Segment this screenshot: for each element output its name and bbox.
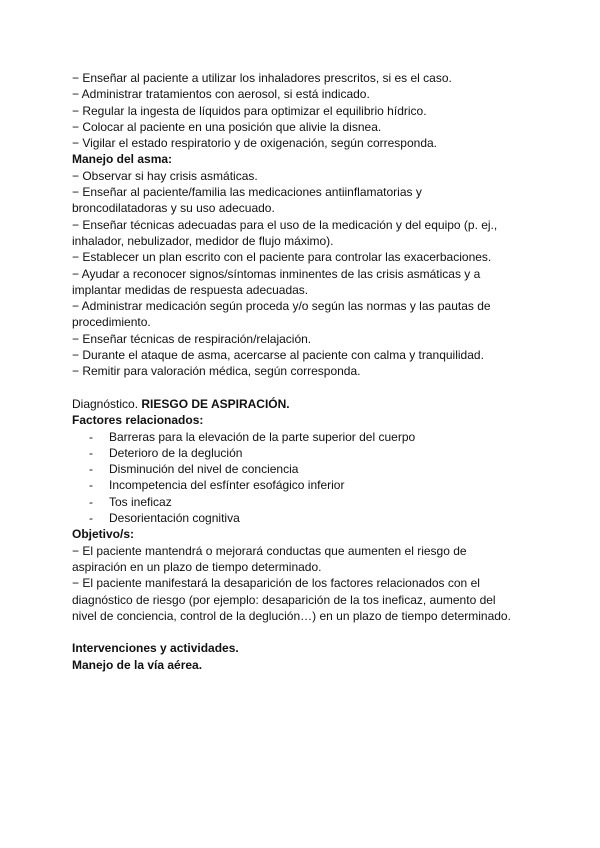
diagnosis-title: RIESGO DE ASPIRACIÓN. bbox=[141, 396, 290, 411]
factor-text: Disminución del nivel de conciencia bbox=[109, 462, 299, 477]
list-item: − Vigilar el estado respiratorio y de oxigenación, según corresponda. bbox=[72, 136, 438, 151]
list-item: − El paciente manifestará la desaparición de los factores relacionados con el diagnóstico de riesgo (por ejemplo: desaparición de la tos ineficaz, aumento del nivel de conciencia, control de la deglución…) en un plazo de tiempo determinado. bbox=[72, 576, 511, 623]
bullet-dash: - bbox=[89, 511, 93, 526]
factor-text: Deterioro de la deglución bbox=[109, 445, 243, 460]
list-item bbox=[72, 429, 512, 445]
objectives-heading: Objetivo/s: bbox=[72, 527, 135, 542]
factor-text: Barreras para la elevación de la parte superior del cuerpo bbox=[109, 429, 416, 444]
list-item: − Durante el ataque de asma, acercarse al paciente con calma y tranquilidad. bbox=[72, 348, 484, 363]
interventions-heading: Intervenciones y actividades. bbox=[72, 641, 239, 656]
list-item: − Enseñar técnicas de respiración/relajación. bbox=[72, 331, 312, 346]
list-item bbox=[72, 494, 512, 510]
airway-management-heading: Manejo de la vía aérea. bbox=[72, 657, 203, 672]
list-item: − Observar si hay crisis asmáticas. bbox=[72, 168, 258, 183]
list-item: − Enseñar al paciente/familia las medicaciones antiinflamatorias y broncodilatadoras y su uso adecuado. bbox=[72, 185, 422, 216]
factors-list bbox=[72, 429, 512, 527]
list-item: − Establecer un plan escrito con el paciente para controlar las exacerbaciones. bbox=[72, 250, 492, 265]
bullet-dash: - bbox=[89, 494, 93, 509]
objectives-list bbox=[72, 543, 512, 624]
list-item bbox=[72, 477, 512, 493]
list-item: − El paciente mantendrá o mejorará conductas que aumenten el riesgo de aspiración en un plazo de tiempo determinado. bbox=[72, 543, 467, 574]
list-item: − Administrar tratamientos con aerosol, si está indicado. bbox=[72, 87, 370, 102]
diagnosis-prefix: Diagnóstico. bbox=[72, 396, 142, 411]
asthma-list bbox=[72, 168, 512, 380]
document-body bbox=[72, 70, 512, 673]
list-item bbox=[72, 445, 512, 461]
list-item bbox=[72, 510, 512, 526]
list-item: − Enseñar técnicas adecuadas para el uso de la medicación y del equipo (p. ej., inhalador, nebulizador, medidor de flujo máximo). bbox=[72, 217, 498, 248]
respiratory-interventions-list bbox=[72, 70, 512, 151]
list-item: − Ayudar a reconocer signos/síntomas inminentes de las crisis asmáticas y a implantar medidas de respuesta adecuadas. bbox=[72, 266, 481, 297]
list-item bbox=[72, 461, 512, 477]
bullet-dash: - bbox=[89, 445, 93, 460]
spacer bbox=[72, 380, 512, 396]
asthma-heading: Manejo del asma: bbox=[72, 152, 173, 167]
factor-text: Desorientación cognitiva bbox=[109, 511, 240, 526]
factor-text: Tos ineficaz bbox=[109, 494, 172, 509]
bullet-dash: - bbox=[89, 429, 93, 444]
diagnosis-line bbox=[72, 396, 512, 412]
spacer bbox=[72, 624, 512, 640]
list-item: − Enseñar al paciente a utilizar los inhaladores prescritos, si es el caso. bbox=[72, 71, 452, 85]
factors-heading: Factores relacionados: bbox=[72, 413, 204, 428]
bullet-dash: - bbox=[89, 478, 93, 493]
factor-text: Incompetencia del esfínter esofágico inferior bbox=[109, 478, 345, 493]
bullet-dash: - bbox=[89, 462, 93, 477]
list-item: − Remitir para valoración médica, según corresponda. bbox=[72, 364, 361, 379]
list-item: − Colocar al paciente en una posición que alivie la disnea. bbox=[72, 119, 382, 134]
list-item: − Administrar medicación según proceda y/o según las normas y las pautas de procedimiento. bbox=[72, 299, 491, 330]
list-item: − Regular la ingesta de líquidos para optimizar el equilibrio hídrico. bbox=[72, 103, 427, 118]
